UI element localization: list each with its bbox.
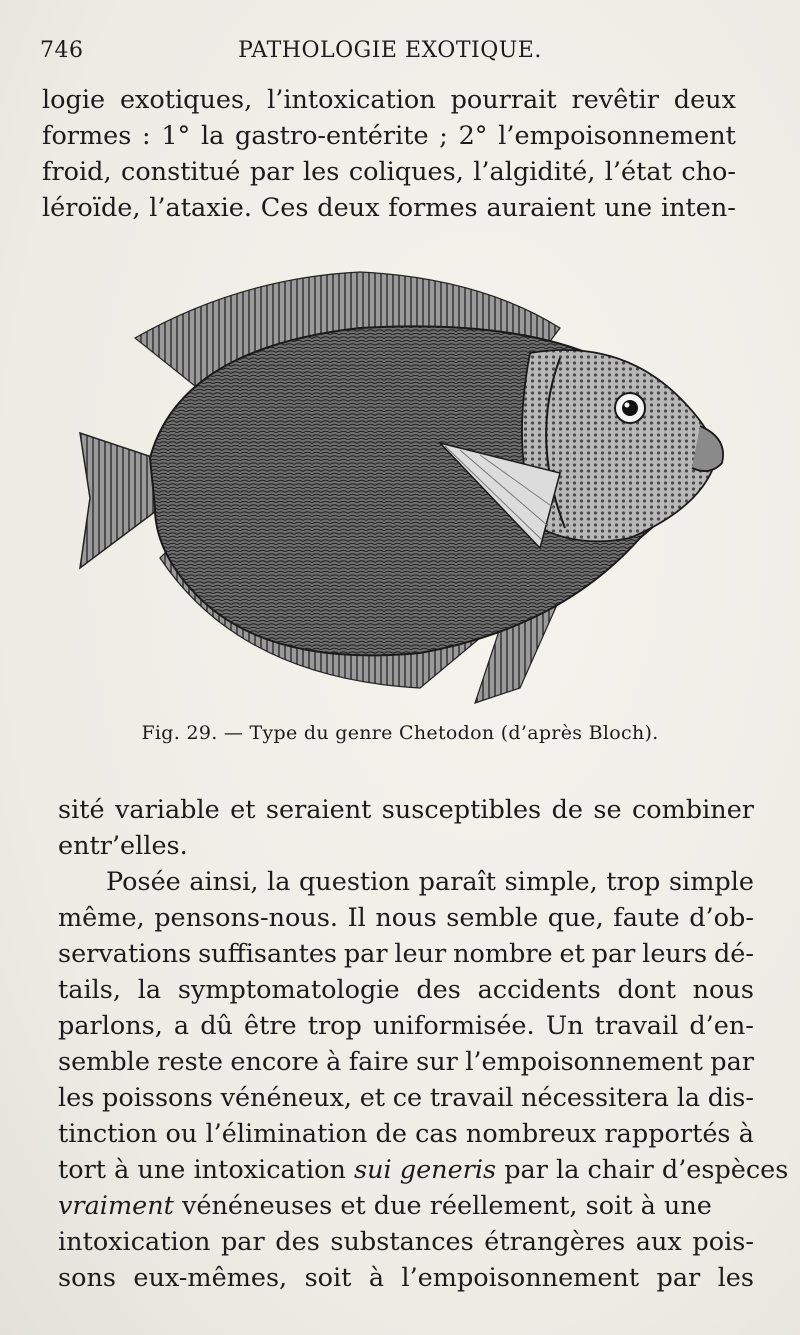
text-segment: par la chair d’espèces bbox=[496, 1155, 789, 1185]
text-line bbox=[58, 1152, 789, 1188]
text-line: intoxication par des substances étrangères aux pois- bbox=[58, 1227, 754, 1257]
text-line: logie exotiques, l’intoxication pourrait revêtir deux bbox=[42, 85, 736, 115]
paragraph-top bbox=[42, 82, 736, 226]
figure-caption: Fig. 29. — Type du genre Chetodon (d’après Bloch). bbox=[141, 722, 659, 744]
text-line: semble reste encore à faire sur l’empoisonnement par bbox=[58, 1047, 754, 1077]
page-number: 746 bbox=[40, 38, 84, 63]
text-line: les poissons vénéneux, et ce travail nécessitera la dis- bbox=[58, 1083, 754, 1113]
page-header bbox=[40, 38, 740, 68]
italic-text: sui generis bbox=[353, 1155, 497, 1185]
text-line bbox=[58, 1188, 754, 1224]
text-line: froid, constitué par les coliques, l’algidité, l’état cho- bbox=[42, 157, 736, 187]
text-line: sité variable et seraient susceptibles de se combiner bbox=[58, 795, 754, 825]
paragraph-bottom bbox=[58, 792, 789, 1296]
text-line: tails, la symptomatologie des accidents dont nous bbox=[58, 975, 754, 1005]
text-line: même, pensons-nous. Il nous semble que, faute d’ob- bbox=[58, 903, 754, 933]
text-line: tinction ou l’élimination de cas nombreux rapportés à bbox=[58, 1119, 754, 1149]
text-segment: vénéneuses et due réellement, soit à une bbox=[173, 1191, 712, 1221]
text-line: parlons, a dû être trop uniformisée. Un travail d’en- bbox=[58, 1011, 754, 1041]
text-line: entr’elles. bbox=[58, 831, 188, 861]
text-line: Posée ainsi, la question paraît simple, trop simple bbox=[106, 867, 754, 897]
text-line: léroïde, l’ataxie. Ces deux formes auraient une inten- bbox=[42, 193, 736, 223]
italic-text: vraiment bbox=[58, 1191, 174, 1221]
text-line: formes : 1° la gastro-entérite ; 2° l’empoisonnement bbox=[42, 121, 736, 151]
text-line: servations suffisantes par leur nombre et par leurs dé- bbox=[58, 939, 754, 969]
running-title: PATHOLOGIE EXOTIQUE. bbox=[238, 38, 542, 63]
text-segment: tort à une intoxication bbox=[58, 1155, 354, 1185]
text-line: sons eux-mêmes, soit à l’empoisonnement par les bbox=[58, 1263, 754, 1293]
fish-illustration bbox=[60, 258, 730, 708]
